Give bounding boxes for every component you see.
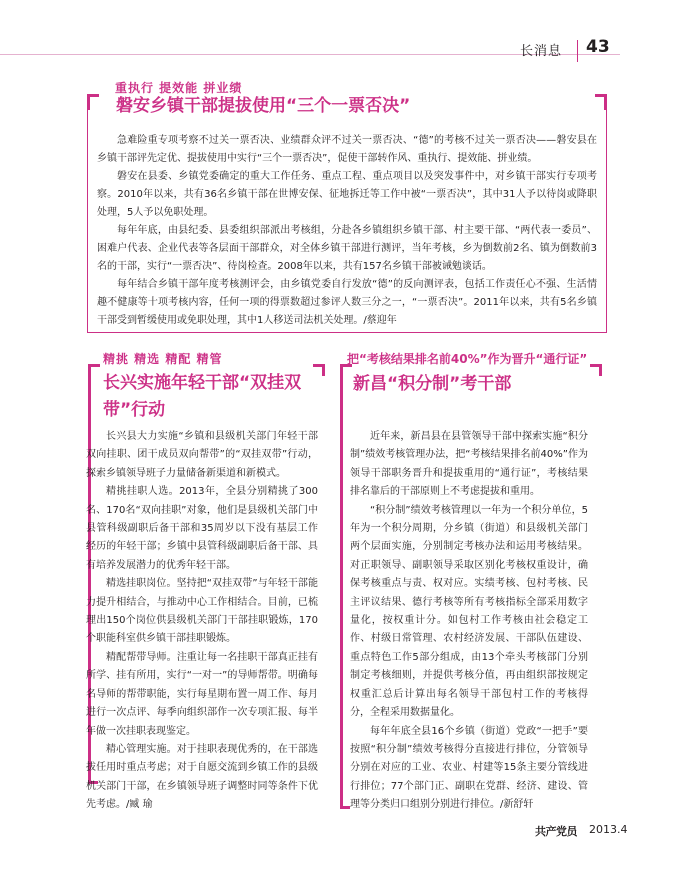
- right-frame-side: [340, 364, 343, 809]
- top-article-title: 磐安乡镇干部提拔使用“三个一票否决”: [116, 96, 411, 116]
- top-article-paragraph: 急难险重专项考察不过关一票否决、业绩群众评不过关一票否决、“德”的考核不过关一票否决——磐安县在乡镇干部评先定优、提拔使用中实行“三个一票否决”，促使干部转作风、重执行、提效能、拼业绩。: [97, 135, 597, 164]
- right-article-paragraph: “积分制”绩效考核管理以一年为一个积分单位，5年为一个积分周期，分乡镇（街道）和县级机关部门两个层面实施，分别制定考核办法和运用考核结果。对正职领导、副职领导采取区别化考核权重设计，确保考核重点与责、权对应。实绩考核、包村考核、民主评议结果、德行考核等所有考核指标全部采用数字量化，按权重计分。如包村工作考核由社会稳定工作、村级日常管理、农村经济发展、干部队伍建设、重点特色工作5部分组成，由13个牵头考核部门分别制定考核细则，并提供考核分值，再由组织部按规定权重汇总后计算出每名领导干部包村工作的考核得分，全程采用数据量化。: [350, 504, 588, 719]
- left-article-title-line2: 带”行动: [103, 400, 166, 420]
- top-article-paragraph: 每年年底，由县纪委、县委组织部派出考核组，分赴各乡镇组织乡镇干部、村主要干部、“两代表一委员”、困难户代表、企业代表等各层面干部群众，对全体乡镇干部进行测评，当年考核，乡为倒数前2名、镇为倒数前3名的干部，实行“一票否决”、待岗检查。2008年以来，共有157名乡镇干部被诫勉谈话。: [97, 225, 597, 272]
- issue-number: 2013.4: [589, 823, 628, 836]
- page-number: 43: [586, 37, 610, 57]
- top-article-paragraph: 磐安在县委、乡镇党委确定的重大工作任务、重点工程、重点项目以及突发事件中，对乡镇干部实行专项考察。2010年以来，共有36名乡镇干部在世博安保、征地拆迁等工作中被“一票否决”，其中31人予以待岗或降职处理，5人予以免职处理。: [97, 171, 597, 218]
- left-article-paragraph: 长兴县大力实施“乡镇和县级机关部门年轻干部双向挂职、团干成员双向帮带”的“双挂双带”行动，探索乡镇领导班子力量储备新渠道和新模式。: [86, 431, 318, 479]
- top-frame-side-left: [87, 94, 90, 110]
- left-article-paragraph: 精选挂职岗位。坚持把“双挂双带”与年轻干部能力提升相结合，与推动中心工作相结合。目前，已梳理出150个岗位供县级机关部门干部挂职锻炼，170个职能科室供乡镇干部挂职锻炼。: [86, 578, 318, 645]
- right-frame-corner-right: [590, 364, 602, 376]
- right-frame-foot: [340, 806, 350, 809]
- top-article-body: [97, 132, 597, 330]
- left-article-paragraph: 精心管理实施。对于挂职表现优秀的，在干部选拔任用时重点考虑；对于自愿交流到乡镇工作的县级机关部门干部，在乡镇领导班子调整时同等条件下优先考虑。/臧 瑜: [86, 743, 318, 811]
- top-frame-side-right: [604, 94, 607, 110]
- left-article-paragraph: 精挑挂职人选。2013年，全县分别精挑了300名、170名“双向挂职”对象，他们是县级机关部门中县管科级副职后备干部和35周岁以下没有基层工作经历的年轻干部；乡镇中县管科级副职后备干部、具有培养发展潜力的优秀年轻干部。: [86, 486, 318, 571]
- magazine-logo: 共产党员: [535, 825, 577, 838]
- header-divider: [577, 40, 578, 62]
- right-article-paragraph: 每年年底全县16个乡镇（街道）党政“一把手”要按照“积分制”绩效考核得分直接进行排位，分管领导分别在对应的工业、农业、村建等15条主要分管线进行排位；77个部门正、副职在党群、经济、建设、管理等分类归口组别分别进行排位。/新舒轩: [350, 725, 588, 811]
- right-article-paragraph: 近年来，新昌县在县管领导干部中探索实施“积分制”绩效考核管理办法，把“考核结果排名前40%”作为领导干部职务晋升和提拔重用的“通行证”，考核结果排名靠后的干部原则上不考虑提拔和重用。: [350, 431, 588, 498]
- right-article-body: [350, 428, 588, 815]
- left-article-body: [86, 428, 318, 815]
- left-article-kicker: 精挑 精选 精配 精管: [103, 352, 223, 366]
- left-frame-corner-right: [313, 364, 325, 376]
- left-article-paragraph: 精配帮带导师。注重让每一名挂职干部真正挂有所学、挂有所用，实行“一对一”的导师帮带。明确每名导师的帮带职能，实行每星期布置一周工作、每月进行一次点评、每季向组织部作一次专项汇报、每半年做一次挂职表现鉴定。: [86, 651, 318, 737]
- right-article-title: 新昌“积分制”考干部: [353, 374, 512, 394]
- top-article-kicker: 重执行 提效能 拼业绩: [115, 81, 243, 95]
- right-article-kicker: 把“考核结果排名前40%”作为晋升“通行证”: [347, 352, 588, 366]
- section-name: 长消息: [520, 44, 563, 59]
- left-article-title-line1: 长兴实施年轻干部“双挂双: [103, 373, 302, 393]
- top-article-paragraph: 每年结合乡镇干部年度考核测评会，由乡镇党委自行发放“德”的反向测评表，包括工作责任心不强、生活情趣不健康等十项考核内容，任何一项的得票数超过参评人数三分之一，“一票否决”。2011年以来，共有5名乡镇干部受到暂缓使用或免职处理，其中1人移送司法机关处理。/蔡迎年: [97, 279, 597, 326]
